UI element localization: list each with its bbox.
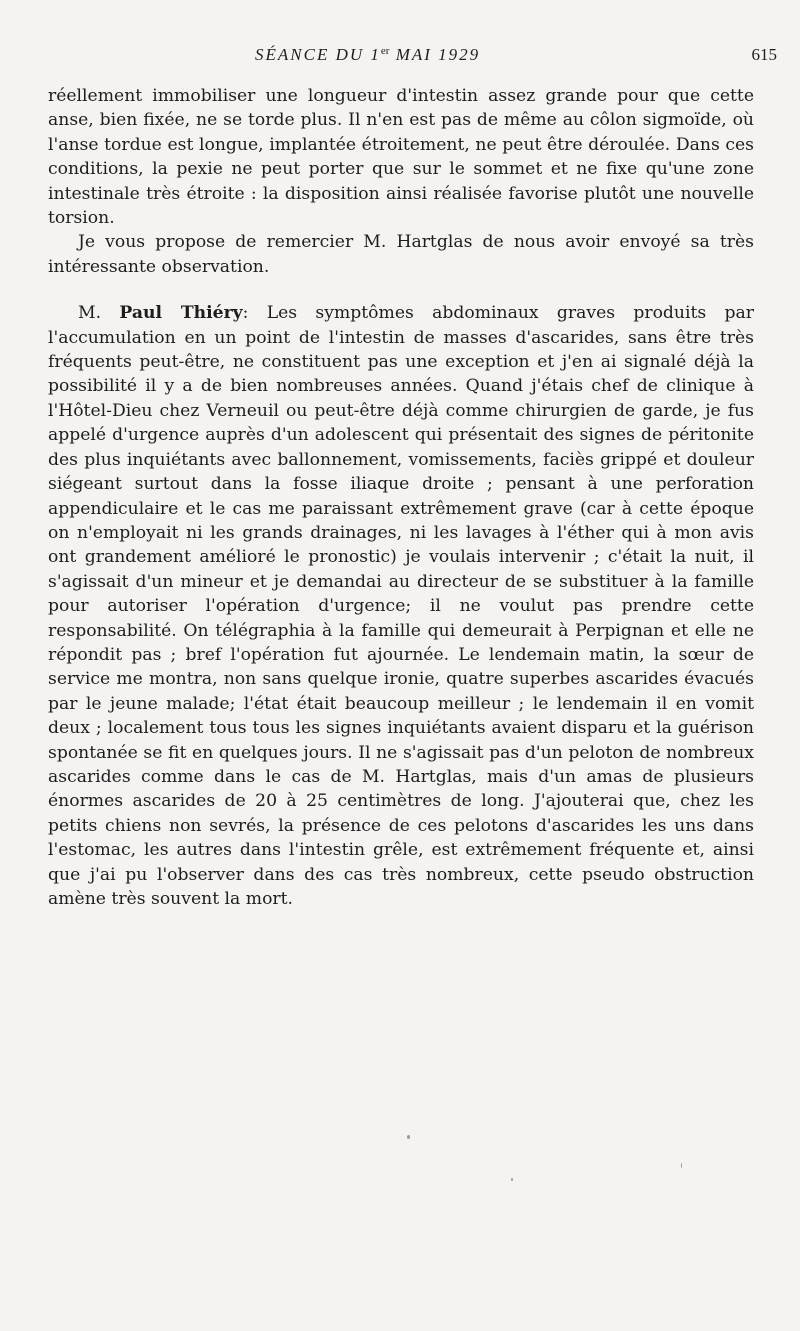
body-text [48,84,754,911]
speaker-name: Paul Thiéry [119,303,243,324]
print-speck [511,1178,513,1181]
running-head-prefix: SÉANCE DU 1 [255,45,381,64]
speaker-title: M. [78,303,102,324]
print-speck [681,1163,682,1168]
running-head-suffix: MAI 1929 [389,45,481,64]
paragraph-1: réellement immobiliser une longueur d'intestin assez grande pour que cette anse, bien fixée, ne se torde plus. Il n'en est pas de même au côlon sigmoïde, où l'anse tordue est longue, implantée étroitement, ne peut être déroulée. Dans ces conditions, la pexie ne peut porter que sur le sommet et ne fixe qu'une zone intestinale très étroite : la disposition ainsi réalisée favorise plutôt une nouvelle torsion. [48,86,754,229]
running-head [255,45,480,65]
page-header [0,45,800,69]
page-number: 615 [751,45,777,64]
paragraph-3 [48,301,754,911]
paragraph-3-text: : Les symptômes abdominaux graves produits par l'accumulation en un point de l'intestin de masses d'ascarides, sans être très fréquents peut-être, ne constituent pas une exception et j'en ai signalé déjà la possibilité il y a de bien nombreuses années. Quand j'étais chef de clinique à l'Hôtel-Dieu chez Verneuil ou peut-être déjà comme chirurgien de garde, je fus appelé d'urgence auprès d'un adolescent qui présentait des signes de péritonite des plus inquiétants avec ballonnement, vomissements, faciès grippé et douleur siégeant surtout dans la fosse iliaque droite ; pensant à une perforation appendiculaire et le cas me paraissant extrêmement grave (car à cette époque on n'employait ni les grands drainages, ni les lavages à l'éther qui à mon avis ont grandement amélioré le pronostic) je voulais intervenir ; c'était la nuit, il s'agissait d'un mineur et je demandai au directeur de se substituer à la famille pour autoriser l'opération d'urgence; il ne voulut pas prendre cette responsabilité. On télégraphia à la famille qui demeurait à Perpignan et elle ne répondit pas ; bref l'opération fut ajournée. Le lendemain matin, la sœur de service me montra, non sans quelque ironie, quatre superbes ascarides évacués par le jeune malade; l'état était beaucoup meilleur ; le lendemain il en vomit deux ; localement tous tous les signes inquiétants avaient disparu et la guérison spontanée se fit en quelques jours. Il ne s'agissait pas d'un peloton de nombreux ascarides comme dans le cas de M. Hartglas, mais d'un amas de plusieurs énormes ascarides de 20 à 25 centimètres de long. J'ajouterai que, chez les petits chiens non sevrés, la présence de ces pelotons d'ascarides les uns dans l'estomac, les autres dans l'intestin grêle, est extrêmement fréquente et, ainsi que j'ai pu l'observer dans des cas très nombreux, cette pseudo obstruction amène très souvent la mort. [48,303,754,909]
paragraph-2: Je vous propose de remercier M. Hartglas de nous avoir envoyé sa très intéressante observation. [48,232,754,277]
print-speck [407,1135,410,1139]
running-head-superscript: er [380,45,390,57]
